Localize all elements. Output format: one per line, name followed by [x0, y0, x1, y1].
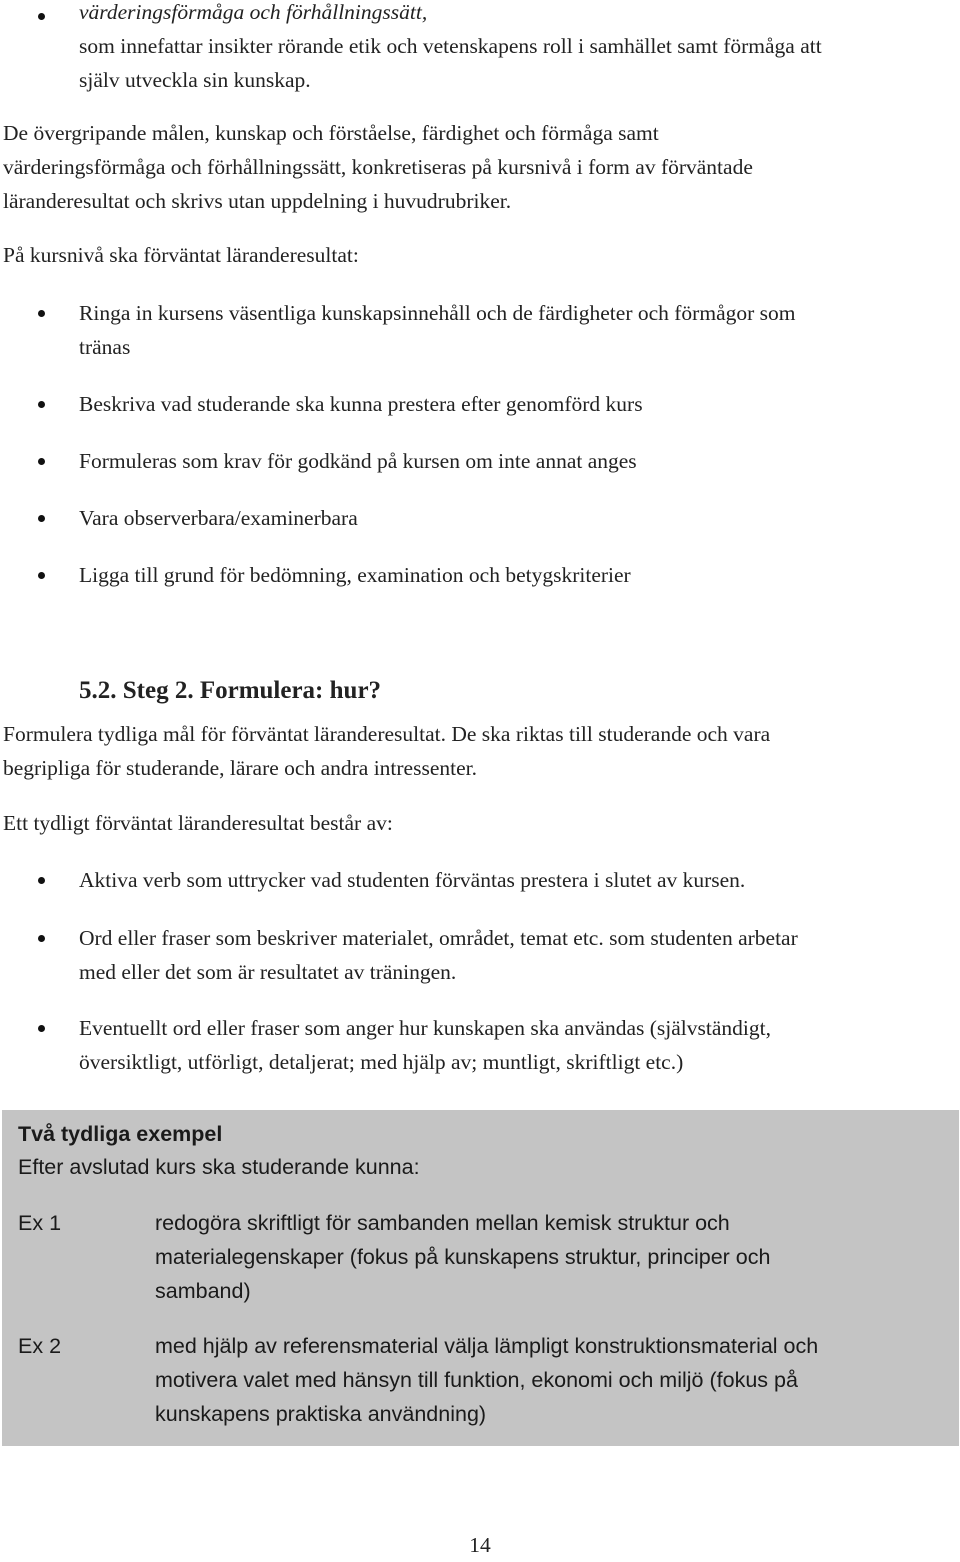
- example-text: [155, 1329, 955, 1431]
- top-bullet-line-3: själv utveckla sin kunskap.: [79, 68, 311, 92]
- list-item-line-2: översiktligt, utförligt, detaljerat; med hjälp av; muntligt, skriftligt etc.): [79, 1050, 684, 1074]
- section-paragraph-line-2: begripliga för studerande, lärare och andra intressenter.: [3, 756, 477, 780]
- list-item-line-2: tränas: [79, 335, 131, 359]
- example-box-subtitle: Efter avslutad kurs ska studerande kunna:: [18, 1155, 420, 1179]
- list-item-line-1: Eventuellt ord eller fraser som anger hur kunskapen ska användas (självständigt,: [79, 1016, 771, 1040]
- intro-line-1: De övergripande målen, kunskap och förståelse, färdighet och förmåga samt: [3, 121, 659, 145]
- section-heading: 5.2. Steg 2. Formulera: hur?: [79, 677, 382, 704]
- list-item-line-2: med eller det som är resultatet av träningen.: [79, 960, 457, 984]
- bullet-icon: [38, 13, 45, 20]
- list-item: [79, 921, 949, 989]
- section-paragraph-line-1: Formulera tydliga mål för förväntat läranderesultat. De ska riktas till studerande och vara: [3, 722, 771, 746]
- top-bullet-text: [79, 0, 949, 97]
- bullet-icon: [38, 310, 45, 317]
- bullet-icon: [38, 935, 45, 942]
- top-bullet-line-2: som innefattar insikter rörande etik och vetenskapens roll i samhället samt förmåga att: [79, 34, 822, 58]
- example-text: [155, 1206, 955, 1308]
- example-box-title: Två tydliga exempel: [18, 1122, 223, 1146]
- example-text-line-1: redogöra skriftligt för sambanden mellan kemisk struktur och: [155, 1211, 730, 1235]
- section-paragraph: [3, 717, 953, 785]
- bullet-icon: [38, 515, 45, 522]
- list-item: Ligga till grund för bedömning, examination och betygskriterier: [79, 563, 631, 587]
- bullet-icon: [38, 1025, 45, 1032]
- list-item: [79, 296, 949, 364]
- intro-line-2: värderingsförmåga och förhållningssätt, konkretiseras på kursnivå i form av förväntade: [3, 155, 753, 179]
- example-text-line-3: kunskapens praktiska användning): [155, 1402, 487, 1426]
- list-item: Beskriva vad studerande ska kunna prestera efter genomförd kurs: [79, 392, 643, 416]
- list-item-line-1: Ringa in kursens väsentliga kunskapsinnehåll och de färdigheter och förmågor som: [79, 301, 796, 325]
- example-label: Ex 2: [18, 1334, 62, 1358]
- top-bullet-line-1: värderingsförmåga och förhållningssätt,: [79, 0, 428, 24]
- list-item-line-1: Ord eller fraser som beskriver materialet, området, temat etc. som studenten arbetar: [79, 926, 798, 950]
- example-text-line-2: materialegenskaper (fokus på kunskapens struktur, principer och: [155, 1245, 771, 1269]
- list-item: Aktiva verb som uttrycker vad studenten förväntas prestera i slutet av kursen.: [79, 868, 746, 892]
- intro-line-3: läranderesultat och skrivs utan uppdelning i huvudrubriker.: [3, 189, 512, 213]
- page-number: 14: [469, 1533, 491, 1557]
- course-level-intro: På kursnivå ska förväntat läranderesultat:: [3, 243, 359, 267]
- list-item: [79, 1011, 949, 1079]
- example-box: [2, 1110, 959, 1446]
- bullet-icon: [38, 401, 45, 408]
- intro-paragraph: [3, 116, 953, 218]
- example-label: Ex 1: [18, 1211, 62, 1235]
- bullet-icon: [38, 877, 45, 884]
- example-text-line-3: samband): [155, 1279, 251, 1303]
- clear-outcome-intro: Ett tydligt förväntat läranderesultat består av:: [3, 811, 393, 835]
- list-item: Formuleras som krav för godkänd på kursen om inte annat anges: [79, 449, 637, 473]
- bullet-icon: [38, 572, 45, 579]
- bullet-icon: [38, 458, 45, 465]
- list-item: Vara observerbara/examinerbara: [79, 506, 358, 530]
- example-text-line-1: med hjälp av referensmaterial välja lämpligt konstruktionsmaterial och: [155, 1334, 819, 1358]
- example-text-line-2: motivera valet med hänsyn till funktion, ekonomi och miljö (fokus på: [155, 1368, 798, 1392]
